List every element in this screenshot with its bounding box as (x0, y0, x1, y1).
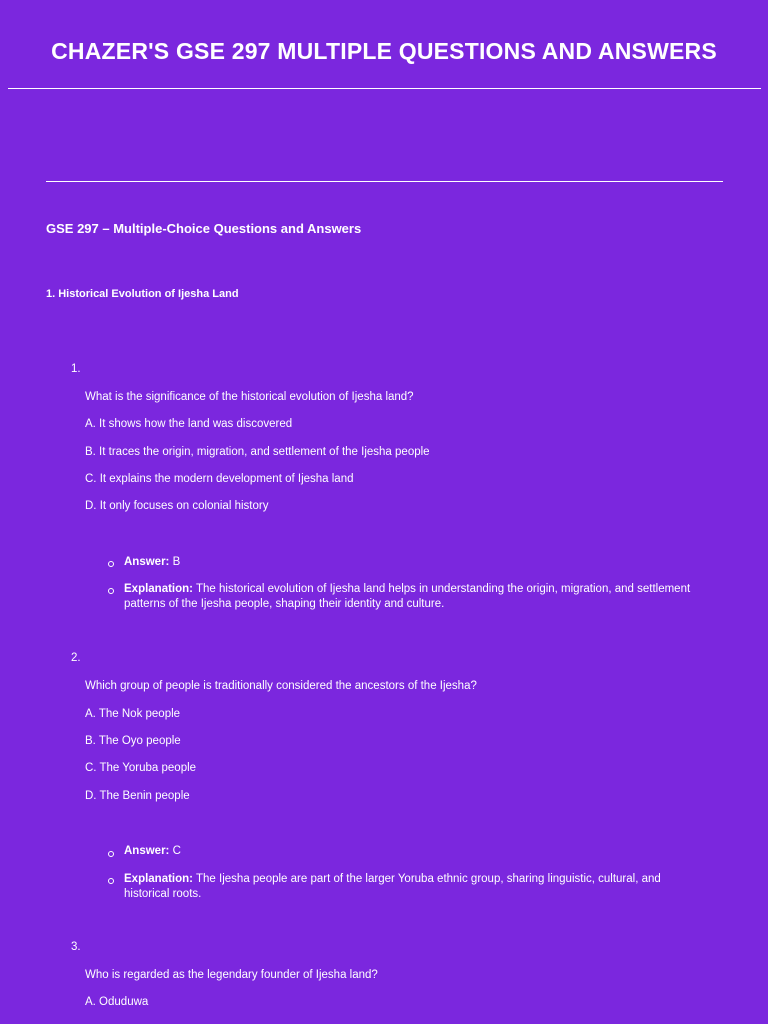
answer-line (124, 555, 704, 570)
bullet-icon (108, 588, 114, 594)
section-heading: 1. Historical Evolution of Ijesha Land (46, 288, 239, 300)
explanation-text: The historical evolution of Ijesha land helps in understanding the origin, migration, and settlement patterns of the Ijesha people, shaping their identity and culture. (124, 583, 691, 610)
question-number: 1. (71, 363, 81, 375)
answer-line (124, 844, 704, 859)
option-a: A. The Nok people (85, 708, 181, 720)
option-a: A. It shows how the land was discovered (85, 418, 293, 430)
bullet-icon (108, 878, 114, 884)
option-b: B. The Oyo people (85, 735, 181, 747)
explanation-label: Explanation: (124, 583, 194, 595)
page-header (0, 0, 768, 90)
page-title: CHAZER'S GSE 297 MULTIPLE QUESTIONS AND ANSWERS (51, 38, 717, 64)
bullet-icon (108, 851, 114, 857)
content-divider (46, 181, 723, 182)
option-d: D. The Benin people (85, 790, 190, 802)
answer-value: B (172, 556, 181, 568)
question-number: 3. (71, 941, 81, 953)
header-divider (8, 88, 761, 89)
document-heading: GSE 297 – Multiple-Choice Questions and Answers (46, 221, 362, 236)
option-c: C. It explains the modern development of Ijesha land (85, 473, 354, 485)
option-d: D. It only focuses on colonial history (85, 500, 269, 512)
question-text: Who is regarded as the legendary founder of Ijesha land? (85, 969, 378, 981)
explanation-line (124, 582, 704, 611)
question-text: What is the significance of the historical evolution of Ijesha land? (85, 391, 414, 403)
explanation-line (124, 872, 704, 901)
option-c: C. The Yoruba people (85, 762, 197, 774)
bullet-icon (108, 561, 114, 567)
question-text: Which group of people is traditionally considered the ancestors of the Ijesha? (85, 680, 477, 692)
explanation-text: The Ijesha people are part of the larger Yoruba ethnic group, sharing linguistic, cultural, and historical roots. (124, 873, 661, 900)
option-b: B. It traces the origin, migration, and settlement of the Ijesha people (85, 446, 430, 458)
explanation-label: Explanation: (124, 873, 194, 885)
question-number: 2. (71, 652, 81, 664)
answer-label: Answer: (124, 556, 170, 568)
option-a: A. Oduduwa (85, 996, 149, 1008)
answer-label: Answer: (124, 845, 170, 857)
answer-value: C (172, 845, 181, 857)
